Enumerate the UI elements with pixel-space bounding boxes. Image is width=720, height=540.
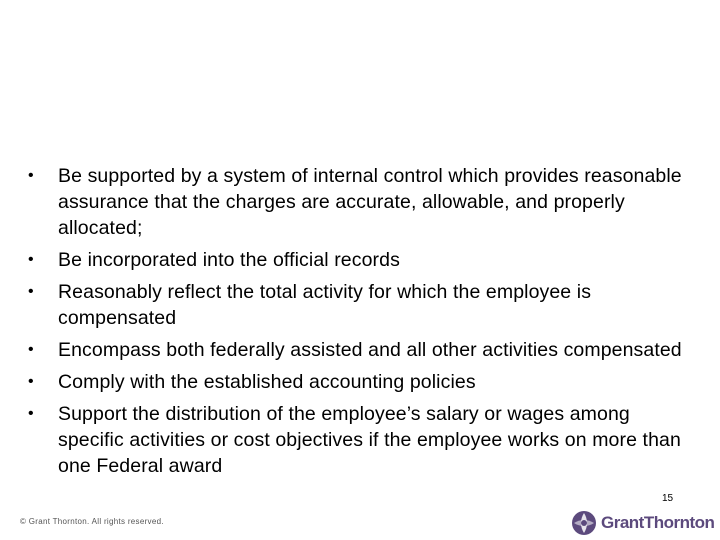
footer-copyright: © Grant Thornton. All rights reserved. bbox=[20, 517, 164, 526]
bullet-marker: • bbox=[28, 373, 34, 390]
logo bbox=[571, 509, 714, 537]
bullet-item bbox=[28, 279, 700, 331]
grant-thornton-logo-icon bbox=[571, 510, 597, 536]
bullet-text: Be supported by a system of internal control which provides reasonable assurance that the charges are accurate, allowable, and properly allocated; bbox=[58, 165, 682, 239]
bullet-item bbox=[28, 163, 700, 241]
bullet-item bbox=[28, 337, 700, 363]
bullet-list bbox=[28, 163, 700, 485]
bullet-text: Be incorporated into the official records bbox=[58, 249, 400, 271]
page-number: 15 bbox=[662, 493, 674, 504]
bullet-text: Encompass both federally assisted and all other activities compensated bbox=[58, 339, 682, 361]
bullet-item bbox=[28, 369, 700, 395]
bullet-marker: • bbox=[28, 167, 34, 184]
bullet-text: Support the distribution of the employee’s salary or wages among specific activities or cost objectives if the employee works on more than one Federal award bbox=[58, 403, 681, 477]
bullet-marker: • bbox=[28, 405, 34, 422]
bullet-text: Comply with the established accounting policies bbox=[58, 371, 476, 393]
bullet-item bbox=[28, 401, 700, 479]
logo-text: GrantThornton bbox=[601, 513, 715, 532]
bullet-marker: • bbox=[28, 283, 34, 300]
bullet-item bbox=[28, 247, 700, 273]
bullet-text: Reasonably reflect the total activity for which the employee is compensated bbox=[58, 281, 592, 329]
bullet-marker: • bbox=[28, 341, 34, 358]
bullet-marker: • bbox=[28, 251, 34, 268]
